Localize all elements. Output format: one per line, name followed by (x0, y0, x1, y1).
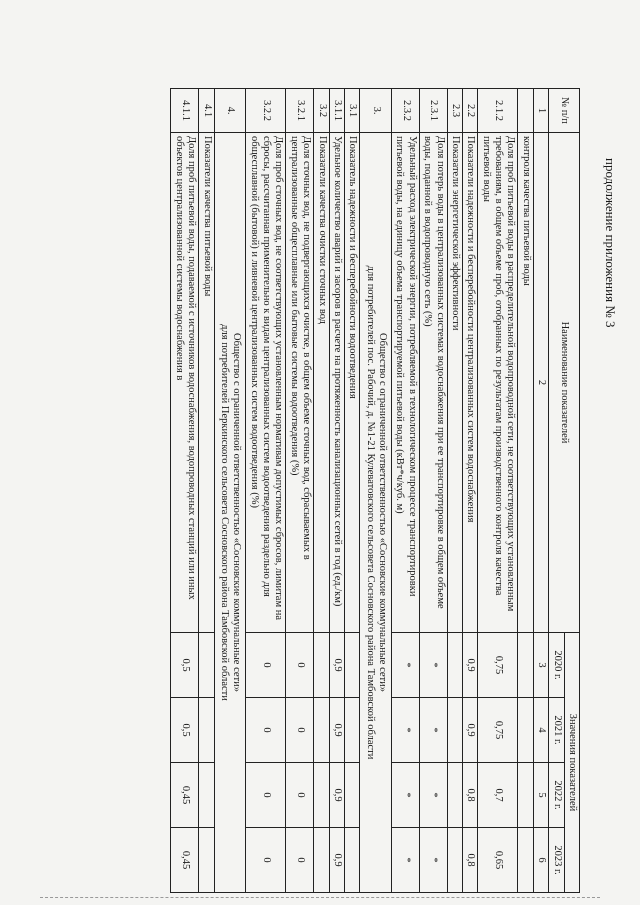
row-number: 2.1.2 (478, 89, 518, 133)
row-number: 2.2 (463, 89, 478, 133)
row-number: 3. (360, 89, 392, 133)
header-year-2021: 2021 г. (549, 698, 564, 763)
indicator-value-2021: 0,5 (171, 698, 199, 763)
row-number: 4. (214, 89, 246, 133)
indicator-value-2023: 0 (246, 828, 286, 893)
col-number-2: 2 (533, 133, 548, 633)
indicator-value-2023: * (392, 828, 420, 893)
header-year-2022: 2022 г. (549, 763, 564, 828)
table-row (345, 89, 360, 893)
row-number: 2.3.1 (419, 89, 447, 133)
col-number-6: 6 (533, 828, 548, 893)
table-row (199, 89, 214, 893)
indicator-value-2022: 0 (286, 763, 314, 828)
table-row (518, 89, 533, 893)
row-number: 2.3 (447, 89, 462, 133)
indicator-value-2020: 0 (286, 633, 314, 698)
table-row (171, 89, 199, 893)
indicator-value-2020: 0 (246, 633, 286, 698)
row-number: 4.1.1 (171, 89, 199, 133)
indicator-value-2023 (345, 828, 360, 893)
col-number-3: 3 (533, 633, 548, 698)
indicator-value-2023: 0 (286, 828, 314, 893)
row-number: 3.2.1 (286, 89, 314, 133)
indicator-value-2020: * (392, 633, 420, 698)
indicator-value-2020: 0,9 (463, 633, 478, 698)
indicator-name: Показатели надежности и бесперебойности централизованных систем водоснабжения (463, 133, 478, 633)
indicator-name: Доля проб питьевой воды, подаваемой с источников водоснабжения, водопроводных станций или иных объектов централизованной системы водоснабжения в (171, 133, 199, 633)
indicator-value-2022: * (392, 763, 420, 828)
indicator-name: контроля качества питьевой воды (518, 133, 533, 633)
table-row (419, 89, 447, 893)
indicators-table (171, 88, 581, 893)
indicator-value-2021: * (419, 698, 447, 763)
header-values-group: Значения показателей (564, 633, 579, 893)
organization-cell (360, 133, 392, 893)
indicator-value-2020 (199, 633, 214, 698)
table-row (329, 89, 344, 893)
indicator-value-2021 (447, 698, 462, 763)
row-number: 3.2.2 (246, 89, 286, 133)
indicator-value-2023: 0,8 (463, 828, 478, 893)
indicator-value-2023 (518, 828, 533, 893)
indicator-value-2023 (314, 828, 329, 893)
indicator-value-2020 (314, 633, 329, 698)
indicator-name: Доля сточных вод, не подвергающихся очистке, в общем объеме сточных вод, сбрасываемых в централизованные общесплавные или бытовые системы водоотведения (%) (286, 133, 314, 633)
indicator-value-2022 (345, 763, 360, 828)
indicator-name: Показатели качества очистки сточных вод (314, 133, 329, 633)
row-number (518, 89, 533, 133)
indicator-value-2023: 0,9 (329, 828, 344, 893)
indicator-value-2022 (314, 763, 329, 828)
indicator-value-2022: 0,8 (463, 763, 478, 828)
indicator-value-2020 (447, 633, 462, 698)
indicator-value-2020: 0,5 (171, 633, 199, 698)
col-number-5: 5 (533, 763, 548, 828)
indicator-name: Доля проб питьевой воды в распределительной водопроводной сети, не соответствующих установленным требованиям, в общем объеме проб, отобранных по результатам производственного контроля качества питьевой воды (478, 133, 518, 633)
header-year-2020: 2020 г. (549, 633, 564, 698)
indicator-name: Показатели энергетической эффективности (447, 133, 462, 633)
indicator-value-2020: * (419, 633, 447, 698)
indicator-value-2022: * (419, 763, 447, 828)
table-row (392, 89, 420, 893)
indicator-value-2020: 0,9 (329, 633, 344, 698)
table-body (171, 89, 533, 893)
organization-consumers: для потребителей Перкинского сельсовета Сосновского района Тамбовской области (219, 324, 230, 701)
table-row (246, 89, 286, 893)
organization-row (214, 89, 246, 893)
indicator-value-2020: 0,75 (478, 633, 518, 698)
indicator-value-2022: 0,7 (478, 763, 518, 828)
col-number-1: 1 (533, 89, 548, 133)
table-row (447, 89, 462, 893)
organization-consumers: для потребителей пос. Рабочий, д. №1-21 Кулеватовского сельсовета Сосновского района Тамбовской области (364, 265, 376, 760)
indicator-value-2020 (518, 633, 533, 698)
table-row (286, 89, 314, 893)
indicator-value-2022: 0,45 (171, 763, 199, 828)
row-number: 3.1.1 (329, 89, 344, 133)
row-number: 3.2 (314, 89, 329, 133)
indicator-name: Удельный расход электрической энергии, потребляемой в технологическом процессе транспортировки питьевой воды, на единицу объема транспортируемой питьевой воды (кВт*ч/куб. м) (392, 133, 420, 633)
indicator-value-2022 (447, 763, 462, 828)
indicator-value-2021: 0 (286, 698, 314, 763)
indicator-value-2021: 0,75 (478, 698, 518, 763)
indicator-value-2023: 0,45 (171, 828, 199, 893)
row-number: 4.1 (199, 89, 214, 133)
indicator-name: Доля потерь воды в централизованных системах водоснабжения при ее транспортировке в общем объеме воды, поданной в водопроводную сеть (%) (419, 133, 447, 633)
indicator-value-2022 (199, 763, 214, 828)
indicator-name: Доля проб сточных вод, не соответствующих установленным нормативам допустимых сбросов, лимитам на сбросы, рассчитанная применительно к видам централизованных систем водоотведения раздельно для общесплавной (бытовой) и ливневой централизованных систем водоотведения (%) (246, 133, 286, 633)
organization-name: Общество с ограниченной ответственностью «Сосновские коммунальные сети» (377, 333, 389, 692)
indicator-value-2022 (518, 763, 533, 828)
table-row (478, 89, 518, 893)
indicator-value-2021: 0,9 (463, 698, 478, 763)
table-row (314, 89, 329, 893)
scan-edge-line (40, 897, 600, 898)
indicator-name: Показатели качества питьевой воды (199, 133, 214, 633)
indicator-value-2021 (518, 698, 533, 763)
row-number: 3.1 (345, 89, 360, 133)
header-name: Наименование показателей (549, 133, 580, 633)
indicator-value-2023 (447, 828, 462, 893)
organization-cell (214, 133, 246, 893)
indicator-name: Показатель надежности и бесперебойности водоотведения (345, 133, 360, 633)
indicator-value-2021: * (392, 698, 420, 763)
organization-name: Общество с ограниченной ответственностью «Сосновские коммунальные сети» (231, 333, 243, 692)
table-row (463, 89, 478, 893)
row-number: 2.3.2 (392, 89, 420, 133)
indicator-value-2021 (199, 698, 214, 763)
caption-text: продолжение приложения № 3 (603, 158, 618, 328)
indicator-value-2022: 0,9 (329, 763, 344, 828)
document-caption (603, 158, 618, 328)
indicator-value-2020 (345, 633, 360, 698)
indicator-value-2021 (345, 698, 360, 763)
indicator-value-2021: 0 (246, 698, 286, 763)
indicator-name: Удельное количество аварий и засоров в расчете на протяженность канализационных сетей в год (ед./км) (329, 133, 344, 633)
indicator-value-2023: * (419, 828, 447, 893)
indicators-table-rotated (98, 88, 580, 892)
indicator-value-2021: 0,9 (329, 698, 344, 763)
indicator-value-2021 (314, 698, 329, 763)
header-num: № п/п (549, 89, 580, 133)
indicator-value-2022: 0 (246, 763, 286, 828)
col-number-4: 4 (533, 698, 548, 763)
organization-row (360, 89, 392, 893)
indicator-value-2023: 0,65 (478, 828, 518, 893)
indicator-value-2023 (199, 828, 214, 893)
header-year-2023: 2023 г. (549, 828, 564, 893)
